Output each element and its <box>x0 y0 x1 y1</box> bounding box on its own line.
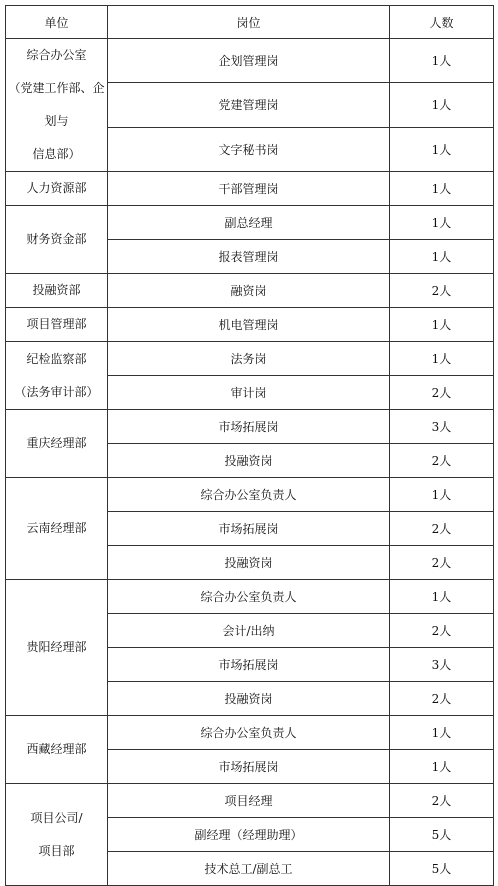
count-cell: 1人 <box>390 127 494 171</box>
post-cell: 文字秘书岗 <box>108 127 390 171</box>
unit-line: 财务资金部 <box>26 232 87 246</box>
post-cell: 综合办公室负责人 <box>108 716 390 750</box>
post-cell: 综合办公室负责人 <box>108 478 390 512</box>
unit-line: 项目公司/ <box>30 810 83 825</box>
count-cell: 1人 <box>390 342 494 376</box>
table-row <box>6 410 494 444</box>
post-cell: 机电管理岗 <box>108 308 390 342</box>
count-cell: 1人 <box>390 308 494 342</box>
post-cell: 干部管理岗 <box>108 172 390 206</box>
count-cell: 2人 <box>390 614 494 648</box>
post-cell: 审计岗 <box>108 376 390 410</box>
table-row <box>6 172 494 206</box>
post-cell: 报表管理岗 <box>108 240 390 274</box>
table-body <box>6 39 494 886</box>
post-cell: 市场拓展岗 <box>108 750 390 784</box>
unit-cell <box>6 39 108 172</box>
unit-cell <box>6 342 108 410</box>
count-cell: 2人 <box>390 784 494 818</box>
header-post: 岗位 <box>108 6 390 39</box>
count-cell: 1人 <box>390 172 494 206</box>
count-cell: 2人 <box>390 274 494 308</box>
count-cell: 3人 <box>390 648 494 682</box>
post-cell: 技术总工/副总工 <box>108 852 390 886</box>
unit-line: 投融资部 <box>32 283 81 297</box>
unit-line: 人力资源部 <box>26 181 87 195</box>
unit-line: 西藏经理部 <box>26 742 87 756</box>
count-cell: 1人 <box>390 83 494 127</box>
table-row <box>6 580 494 614</box>
count-cell: 1人 <box>390 716 494 750</box>
post-cell: 投融资岗 <box>108 682 390 716</box>
header-row <box>6 6 494 39</box>
post-cell: 市场拓展岗 <box>108 410 390 444</box>
table-row <box>6 308 494 342</box>
unit-line: 项目部 <box>38 843 75 858</box>
post-cell: 法务岗 <box>108 342 390 376</box>
post-cell: 党建管理岗 <box>108 83 390 127</box>
post-cell: 企划管理岗 <box>108 39 390 83</box>
unit-line: 重庆经理部 <box>26 436 87 450</box>
count-cell: 1人 <box>390 240 494 274</box>
table-row <box>6 39 494 83</box>
post-cell: 会计/出纳 <box>108 614 390 648</box>
unit-cell <box>6 206 108 274</box>
unit-cell <box>6 580 108 716</box>
post-cell: 市场拓展岗 <box>108 512 390 546</box>
table-row <box>6 716 494 750</box>
table-row <box>6 478 494 512</box>
post-cell: 投融资岗 <box>108 546 390 580</box>
count-cell: 3人 <box>390 410 494 444</box>
table-row <box>6 206 494 240</box>
post-cell: 投融资岗 <box>108 444 390 478</box>
table-row <box>6 274 494 308</box>
unit-line: 信息部） <box>32 147 81 161</box>
post-cell: 市场拓展岗 <box>108 648 390 682</box>
table-row <box>6 784 494 818</box>
unit-cell <box>6 716 108 784</box>
post-cell: 副经理（经理助理） <box>108 818 390 852</box>
unit-line: （法务审计部） <box>14 384 99 399</box>
count-cell: 1人 <box>390 478 494 512</box>
post-cell: 项目经理 <box>108 784 390 818</box>
unit-cell <box>6 274 108 308</box>
count-cell: 5人 <box>390 852 494 886</box>
count-cell: 5人 <box>390 818 494 852</box>
unit-line: 云南经理部 <box>26 521 87 535</box>
count-cell: 1人 <box>390 39 494 83</box>
unit-cell <box>6 784 108 886</box>
unit-line: 项目管理部 <box>26 317 87 331</box>
unit-cell <box>6 410 108 478</box>
count-cell: 2人 <box>390 512 494 546</box>
count-cell: 1人 <box>390 206 494 240</box>
unit-cell <box>6 478 108 580</box>
count-cell: 2人 <box>390 546 494 580</box>
positions-table <box>5 5 494 886</box>
header-count: 人数 <box>390 6 494 39</box>
unit-line: 综合办公室 <box>26 48 87 62</box>
unit-cell <box>6 308 108 342</box>
unit-line: （党建工作部、企划与 <box>8 81 105 128</box>
count-cell: 1人 <box>390 580 494 614</box>
count-cell: 2人 <box>390 444 494 478</box>
table-row <box>6 342 494 376</box>
count-cell: 1人 <box>390 750 494 784</box>
count-cell: 2人 <box>390 682 494 716</box>
post-cell: 副总经理 <box>108 206 390 240</box>
unit-line: 贵阳经理部 <box>26 640 87 654</box>
header-unit: 单位 <box>6 6 108 39</box>
post-cell: 融资岗 <box>108 274 390 308</box>
unit-cell <box>6 172 108 206</box>
post-cell: 综合办公室负责人 <box>108 580 390 614</box>
count-cell: 2人 <box>390 376 494 410</box>
unit-line: 纪检监察部 <box>26 351 87 366</box>
